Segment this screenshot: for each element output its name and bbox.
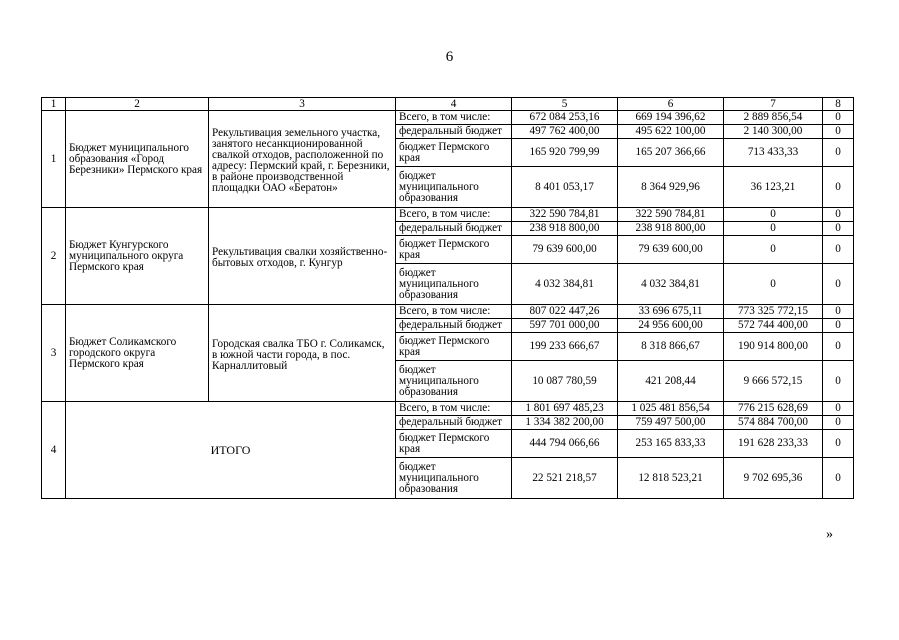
funding-source-cell: Всего, в том числе: xyxy=(396,208,512,222)
amount-col5-cell: 807 022 447,26 xyxy=(512,305,618,319)
table-row xyxy=(42,111,854,125)
funding-source-cell: федеральный бюджет xyxy=(396,416,512,430)
funding-source-cell: бюджет Пермского края xyxy=(396,236,512,264)
amount-col7-cell: 9 702 695,36 xyxy=(724,458,823,499)
funding-source-cell: бюджет Пермского края xyxy=(396,333,512,361)
amount-col5-cell: 22 521 218,57 xyxy=(512,458,618,499)
amount-col8-cell: 0 xyxy=(823,361,854,402)
amount-col6-cell: 495 622 100,00 xyxy=(618,125,724,139)
funding-source-cell: Всего, в том числе: xyxy=(396,402,512,416)
page-number: 6 xyxy=(445,49,454,65)
amount-col8-cell: 0 xyxy=(823,139,854,167)
funding-source-cell: федеральный бюджет xyxy=(396,125,512,139)
budget-name-cell: Бюджет Соликамского городского округа Пермского края xyxy=(66,305,209,402)
amount-col8-cell: 0 xyxy=(823,125,854,139)
amount-col6-cell: 12 818 523,21 xyxy=(618,458,724,499)
header-cell-4: 4 xyxy=(396,98,512,111)
header-row xyxy=(42,98,854,111)
amount-col6-cell: 669 194 396,62 xyxy=(618,111,724,125)
row-number-cell: 2 xyxy=(42,208,66,305)
header-cell-3: 3 xyxy=(209,98,396,111)
funding-source-cell: бюджет Пермского края xyxy=(396,139,512,167)
amount-col8-cell: 0 xyxy=(823,111,854,125)
amount-col8-cell: 0 xyxy=(823,167,854,208)
amount-col6-cell: 165 207 366,66 xyxy=(618,139,724,167)
amount-col5-cell: 1 334 382 200,00 xyxy=(512,416,618,430)
amount-col8-cell: 0 xyxy=(823,458,854,499)
closing-quote-mark: » xyxy=(826,527,833,542)
amount-col7-cell: 0 xyxy=(724,236,823,264)
amount-col5-cell: 322 590 784,81 xyxy=(512,208,618,222)
funding-source-cell: федеральный бюджет xyxy=(396,319,512,333)
amount-col5-cell: 1 801 697 485,23 xyxy=(512,402,618,416)
amount-col7-cell: 0 xyxy=(724,208,823,222)
amount-col5-cell: 444 794 066,66 xyxy=(512,430,618,458)
amount-col5-cell: 79 639 600,00 xyxy=(512,236,618,264)
table-row xyxy=(42,402,854,416)
amount-col5-cell: 8 401 053,17 xyxy=(512,167,618,208)
amount-col6-cell: 24 956 600,00 xyxy=(618,319,724,333)
funding-source-cell: бюджет муниципального образования xyxy=(396,361,512,402)
amount-col6-cell: 8 318 866,67 xyxy=(618,333,724,361)
table-row xyxy=(42,305,854,319)
amount-col8-cell: 0 xyxy=(823,236,854,264)
amount-col5-cell: 597 701 000,00 xyxy=(512,319,618,333)
funding-source-cell: Всего, в том числе: xyxy=(396,111,512,125)
amount-col6-cell: 1 025 481 856,54 xyxy=(618,402,724,416)
amount-col6-cell: 322 590 784,81 xyxy=(618,208,724,222)
object-description-cell: Рекультивация земельного участка, занятого несанкционированной свалкой отходов, расположенной по адресу: Пермский край, г. Березники, в районе производственной площадки ОАО «Бератон» xyxy=(209,111,396,208)
table-row xyxy=(42,208,854,222)
amount-col7-cell: 0 xyxy=(724,222,823,236)
amount-col6-cell: 253 165 833,33 xyxy=(618,430,724,458)
amount-col5-cell: 4 032 384,81 xyxy=(512,264,618,305)
amount-col6-cell: 759 497 500,00 xyxy=(618,416,724,430)
object-description-cell: Городская свалка ТБО г. Соликамск, в южной части города, в пос. Карналлитовый xyxy=(209,305,396,402)
header-cell-6: 6 xyxy=(618,98,724,111)
amount-col8-cell: 0 xyxy=(823,319,854,333)
amount-col7-cell: 572 744 400,00 xyxy=(724,319,823,333)
amount-col8-cell: 0 xyxy=(823,305,854,319)
amount-col5-cell: 10 087 780,59 xyxy=(512,361,618,402)
budget-table xyxy=(41,97,854,499)
row-number-cell: 3 xyxy=(42,305,66,402)
funding-source-cell: бюджет Пермского края xyxy=(396,430,512,458)
amount-col8-cell: 0 xyxy=(823,430,854,458)
amount-col7-cell: 713 433,33 xyxy=(724,139,823,167)
amount-col7-cell: 190 914 800,00 xyxy=(724,333,823,361)
funding-source-cell: бюджет муниципального образования xyxy=(396,167,512,208)
amount-col8-cell: 0 xyxy=(823,222,854,236)
total-label-cell: ИТОГО xyxy=(66,402,396,499)
amount-col7-cell: 773 325 772,15 xyxy=(724,305,823,319)
amount-col7-cell: 574 884 700,00 xyxy=(724,416,823,430)
amount-col5-cell: 238 918 800,00 xyxy=(512,222,618,236)
amount-col6-cell: 33 696 675,11 xyxy=(618,305,724,319)
funding-source-cell: бюджет муниципального образования xyxy=(396,264,512,305)
amount-col7-cell: 2 140 300,00 xyxy=(724,125,823,139)
amount-col5-cell: 165 920 799,99 xyxy=(512,139,618,167)
budget-name-cell: Бюджет Кунгурского муниципального округа Пермского края xyxy=(66,208,209,305)
row-number-cell: 1 xyxy=(42,111,66,208)
header-cell-1: 1 xyxy=(42,98,66,111)
amount-col6-cell: 8 364 929,96 xyxy=(618,167,724,208)
amount-col5-cell: 497 762 400,00 xyxy=(512,125,618,139)
amount-col6-cell: 4 032 384,81 xyxy=(618,264,724,305)
amount-col7-cell: 36 123,21 xyxy=(724,167,823,208)
amount-col8-cell: 0 xyxy=(823,402,854,416)
amount-col8-cell: 0 xyxy=(823,333,854,361)
funding-source-cell: бюджет муниципального образования xyxy=(396,458,512,499)
amount-col5-cell: 199 233 666,67 xyxy=(512,333,618,361)
amount-col8-cell: 0 xyxy=(823,264,854,305)
amount-col7-cell: 776 215 628,69 xyxy=(724,402,823,416)
header-cell-2: 2 xyxy=(66,98,209,111)
amount-col8-cell: 0 xyxy=(823,208,854,222)
amount-col7-cell: 9 666 572,15 xyxy=(724,361,823,402)
object-description-cell: Рекультивация свалки хозяйственно-бытовых отходов, г. Кунгур xyxy=(209,208,396,305)
funding-source-cell: федеральный бюджет xyxy=(396,222,512,236)
amount-col7-cell: 2 889 856,54 xyxy=(724,111,823,125)
amount-col6-cell: 421 208,44 xyxy=(618,361,724,402)
amount-col8-cell: 0 xyxy=(823,416,854,430)
budget-name-cell: Бюджет муниципального образования «Город Березники» Пермского края xyxy=(66,111,209,208)
header-cell-5: 5 xyxy=(512,98,618,111)
header-cell-7: 7 xyxy=(724,98,823,111)
amount-col6-cell: 238 918 800,00 xyxy=(618,222,724,236)
amount-col5-cell: 672 084 253,16 xyxy=(512,111,618,125)
amount-col6-cell: 79 639 600,00 xyxy=(618,236,724,264)
funding-source-cell: Всего, в том числе: xyxy=(396,305,512,319)
amount-col7-cell: 191 628 233,33 xyxy=(724,430,823,458)
row-number-cell: 4 xyxy=(42,402,66,499)
header-cell-8: 8 xyxy=(823,98,854,111)
amount-col7-cell: 0 xyxy=(724,264,823,305)
